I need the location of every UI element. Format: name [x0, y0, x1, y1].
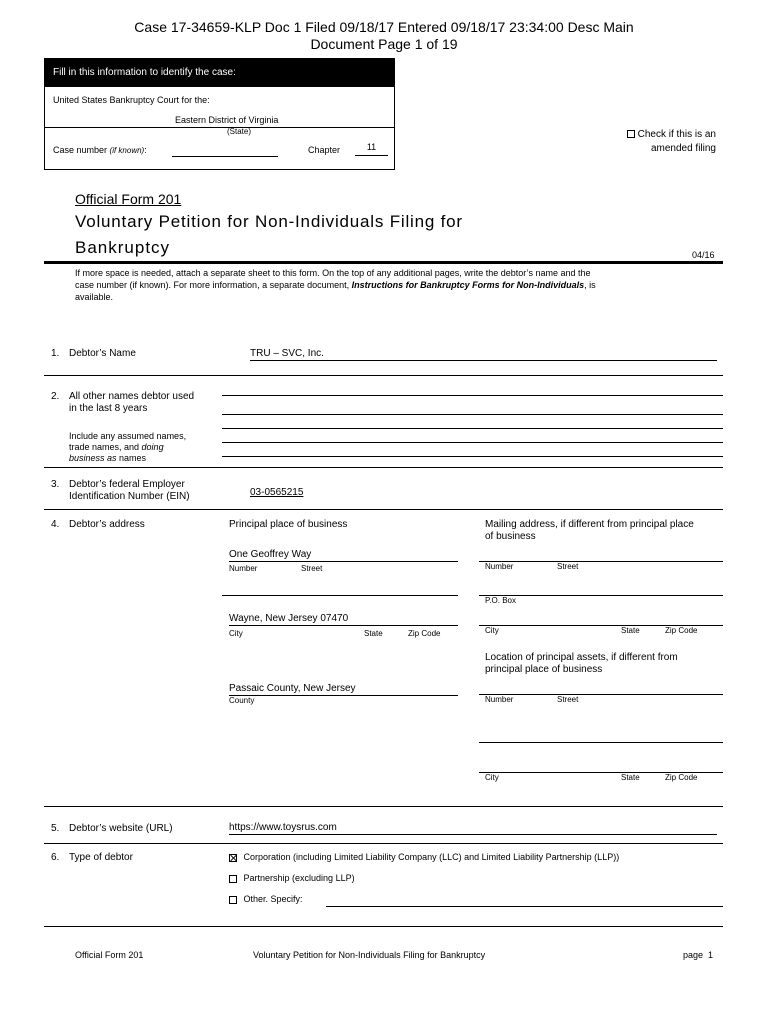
q6-number: 6. — [51, 852, 60, 863]
form-title-line1: Voluntary Petition for Non-Individuals Filing for — [75, 212, 463, 231]
intro-line3: available. — [75, 292, 114, 302]
cap-state: State — [621, 626, 640, 635]
case-number-hint: (if known) — [109, 146, 145, 155]
form-id: Official Form 201 — [75, 191, 182, 207]
identify-case-box — [44, 58, 395, 170]
footer-page — [683, 950, 713, 960]
other-name-field[interactable] — [222, 428, 723, 429]
intro-line2-post: , is — [584, 280, 596, 290]
district-line — [45, 127, 394, 128]
q4-number: 4. — [51, 519, 60, 530]
cap-number: Number — [485, 695, 514, 704]
other-name-field[interactable] — [222, 456, 723, 457]
assets-street-field[interactable] — [479, 694, 723, 695]
assets-heading — [485, 652, 678, 676]
q6-label: Type of debtor — [69, 852, 133, 863]
q4-divider — [44, 806, 723, 807]
footer-page-label: page — [683, 950, 704, 960]
debtor-type-option-partnership[interactable] — [229, 873, 355, 883]
principal-street-field[interactable]: One Geoffrey Way — [229, 549, 458, 562]
cap-number: Number — [485, 562, 514, 571]
cap-pobox: P.O. Box — [485, 596, 516, 605]
cap-street: Street — [301, 564, 323, 573]
q2-note — [69, 431, 186, 464]
case-number-label-text: Case number — [53, 145, 108, 155]
cap-street: Street — [557, 562, 579, 571]
mailing-heading-line1: Mailing address, if different from principal place — [485, 519, 694, 530]
other-name-field[interactable] — [222, 442, 723, 443]
cap-zip: Zip Code — [665, 626, 698, 635]
q1-divider — [44, 375, 723, 376]
amended-line1: Check if this is an — [637, 129, 716, 140]
principal-city-field[interactable]: Wayne, New Jersey 07470 — [229, 613, 458, 626]
cap-city: City — [485, 626, 499, 635]
assets-heading-line2: principal place of business — [485, 664, 603, 675]
other-specify-field[interactable] — [326, 906, 723, 907]
q2-note-line2-pre: trade names, and — [69, 442, 142, 452]
cap-city: City — [229, 629, 243, 638]
q2-divider — [44, 467, 723, 468]
checkbox-icon[interactable] — [229, 896, 237, 904]
debtor-type-option-other[interactable] — [229, 894, 303, 904]
chapter-label: Chapter — [308, 145, 341, 155]
q2-label-line2: in the last 8 years — [69, 403, 148, 414]
principal-county-field[interactable]: Passaic County, New Jersey — [229, 683, 458, 696]
q6-divider — [44, 926, 723, 927]
intro-line2-pre: case number (if known). For more information, a separate document, — [75, 280, 352, 290]
cap-county: County — [229, 696, 255, 705]
q2-label — [69, 391, 194, 415]
q2-note-line3 — [69, 453, 186, 464]
district-value: Eastern District of Virginia — [175, 115, 279, 125]
assets-heading-line1: Location of principal assets, if different from — [485, 652, 678, 663]
principal-street2-field[interactable] — [222, 595, 458, 596]
q5-label: Debtor’s website (URL) — [69, 823, 173, 834]
q2-note-line2-emph: doing — [141, 442, 164, 452]
option-label: Other. Specify: — [243, 894, 303, 904]
cap-city: City — [485, 773, 499, 782]
intro-line2 — [75, 279, 725, 291]
q2-number: 2. — [51, 391, 60, 402]
cap-state: State — [364, 629, 383, 638]
mailing-heading — [485, 519, 694, 543]
q3-label-line2: Identification Number (EIN) — [69, 491, 190, 502]
amended-filing-check[interactable] — [614, 128, 716, 156]
cap-street: Street — [557, 695, 579, 704]
website-field[interactable]: https://www.toysrus.com — [229, 822, 717, 835]
q2-note-line2 — [69, 442, 186, 453]
cap-state: State — [621, 773, 640, 782]
mailing-street-field[interactable] — [479, 561, 723, 562]
cap-zip: Zip Code — [408, 629, 441, 638]
cap-zip: Zip Code — [665, 773, 698, 782]
footer-page-number: 1 — [708, 950, 714, 960]
case-number-field[interactable] — [172, 143, 278, 157]
option-label: Partnership (excluding LLP) — [243, 873, 355, 883]
cap-number: Number — [229, 564, 258, 573]
court-label: United States Bankruptcy Court for the: — [53, 95, 210, 105]
amended-line2: amended filing — [650, 143, 716, 154]
footer-title: Voluntary Petition for Non-Individuals Filing for Bankruptcy — [253, 950, 486, 960]
q3-label — [69, 479, 190, 503]
q1-number: 1. — [51, 348, 60, 359]
q3-divider — [44, 509, 723, 510]
form-version: 04/16 — [692, 250, 715, 260]
q2-note-line1: Include any assumed names, — [69, 431, 187, 441]
q2-label-line1: All other names debtor used — [69, 391, 195, 402]
debtor-type-option-corporation[interactable] — [229, 852, 619, 862]
q3-label-line1: Debtor’s federal Employer — [69, 479, 185, 490]
footer-form-id: Official Form 201 — [75, 950, 144, 960]
checkbox-icon[interactable] — [229, 875, 237, 883]
q5-divider — [44, 843, 723, 844]
filing-stamp-line1: Case 17-34659-KLP Doc 1 Filed 09/18/17 Entered 09/18/17 23:34:00 Desc Main — [134, 19, 634, 35]
chapter-field[interactable]: 11 — [355, 142, 388, 156]
intro-text — [75, 267, 725, 303]
state-caption: (State) — [227, 127, 252, 136]
q5-number: 5. — [51, 823, 60, 834]
form-title-line2: Bankruptcy — [75, 238, 171, 257]
debtor-name-field[interactable]: TRU – SVC, Inc. — [250, 348, 717, 361]
principal-heading: Principal place of business — [229, 519, 348, 530]
mailing-heading-line2: of business — [485, 531, 536, 542]
case-number-label: Case number (if known): — [53, 145, 147, 155]
title-rule — [44, 261, 723, 264]
filing-stamp-line2: Document Page 1 of 19 — [310, 36, 458, 52]
q1-label: Debtor’s Name — [69, 348, 136, 359]
ein-field[interactable]: 03-0565215 — [250, 487, 304, 498]
other-name-field[interactable] — [222, 414, 723, 415]
q2-note-line3-emph: business as — [69, 453, 117, 463]
option-label: Corporation (including Limited Liability Company (LLC) and Limited Liability Partnership (LLP)) — [243, 852, 620, 862]
identify-case-header-text: Fill in this information to identify the case: — [53, 67, 236, 78]
other-name-field[interactable] — [222, 395, 723, 396]
q3-number: 3. — [51, 479, 60, 490]
assets-street2-field[interactable] — [479, 742, 723, 743]
checked-checkbox-icon[interactable] — [229, 854, 237, 862]
q4-label: Debtor’s address — [69, 519, 145, 530]
checkbox-icon[interactable] — [627, 130, 635, 138]
intro-line1: If more space is needed, attach a separate sheet to this form. On the top of any additional pages, write the debtor’s name and the — [75, 268, 591, 278]
q2-note-line3-post: names — [116, 453, 147, 463]
intro-emph: Instructions for Bankruptcy Forms for Non-Individuals — [351, 280, 585, 290]
